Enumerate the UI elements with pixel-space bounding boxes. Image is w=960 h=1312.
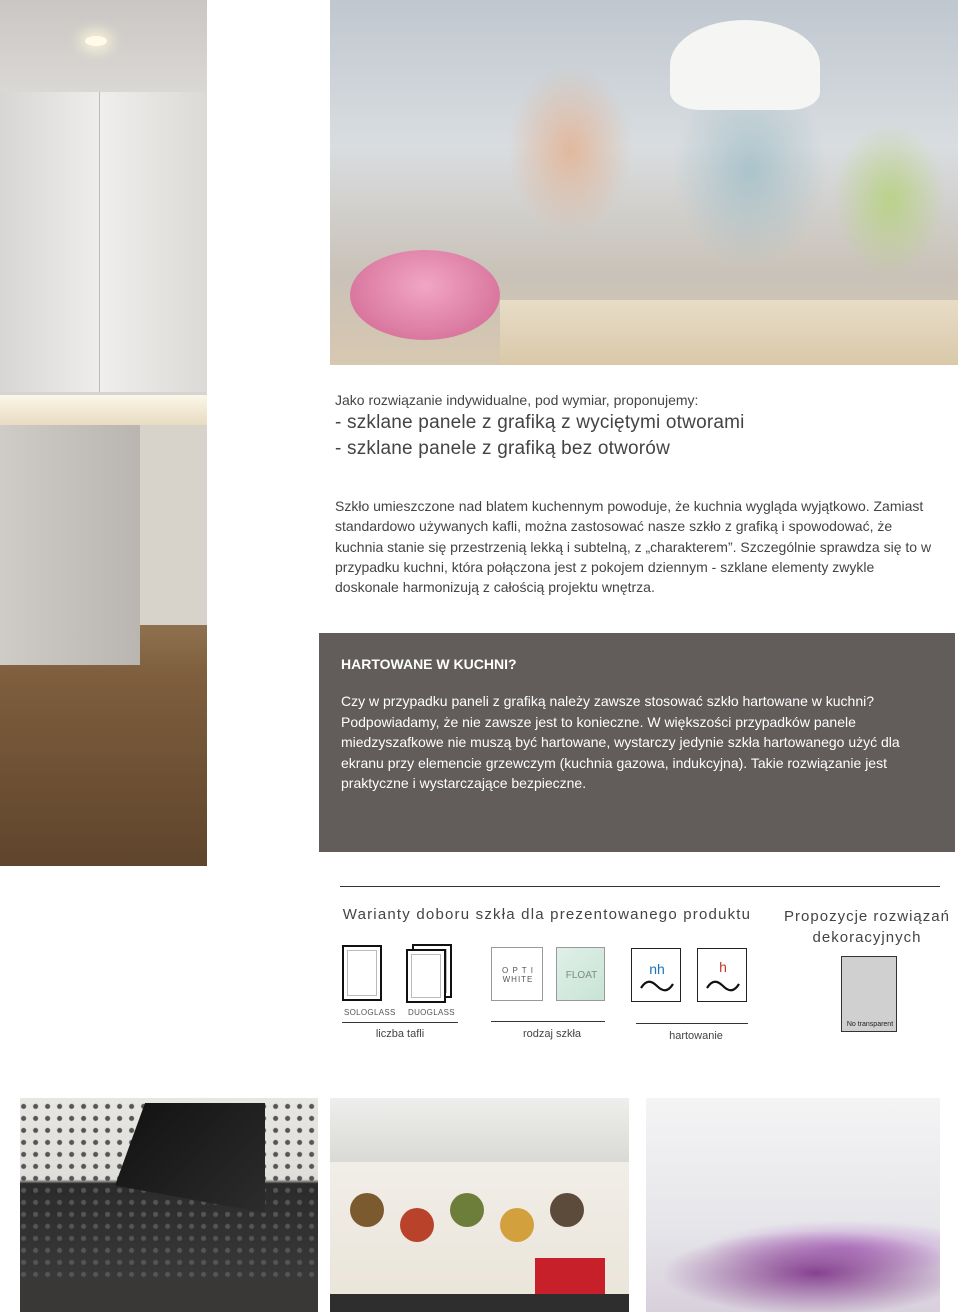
intro-label: Jako rozwiązanie indywidualne, pod wymiar, proponujemy: — [335, 392, 699, 408]
spice-shape — [450, 1193, 484, 1227]
decoration-title: Propozycje rozwiązań dekoracyjnych — [784, 908, 950, 946]
countertop-shape — [0, 395, 207, 425]
nh-text: nh — [649, 961, 665, 977]
body-paragraph: Szkło umieszczone nad blatem kuchennym powoduje, że kuchnia wygląda wyjątkowo. Zamiast standardowo używanych kafli, można zastosować nasze szkło z grafiką i spowodować, że kuchnia stanie się przestrzenią lekką i subtelną, z „charakterem”. Szczególnie sprawdza się to w przypadku kuchni, która połączona jest z pokojem dziennym - szklane elementy zwykle doskonale harmonizują z całością projektu wnętrza. — [335, 498, 932, 596]
non-tempered-icon — [631, 948, 681, 1002]
optiwhite-line-2: WHITE — [502, 975, 534, 984]
upper-cabinet-shape — [0, 92, 100, 392]
optiwhite-line-1: O P T I — [502, 966, 534, 975]
family-baking-photo — [330, 0, 958, 365]
purple-wave-glass-photo — [646, 1098, 940, 1312]
optiwhite-icon — [491, 947, 543, 1001]
tempering-rule — [636, 1023, 748, 1024]
legend-title: Warianty doboru szkła dla prezentowanego produktu — [342, 906, 752, 923]
optiwhite-text — [492, 966, 544, 984]
ceiling-light-shape — [85, 36, 107, 46]
legend-divider — [340, 886, 940, 887]
spice-shape — [400, 1208, 434, 1242]
glass-type-label: rodzaj szkła — [522, 1028, 582, 1040]
island-shape — [0, 425, 140, 665]
duoglass-label: DUOGLASS — [408, 1008, 455, 1017]
tempering-label: hartowanie — [669, 1030, 723, 1042]
no-transparent-swatch — [841, 956, 897, 1032]
h-text: h — [719, 959, 727, 975]
spice-shape — [500, 1208, 534, 1242]
pane-count-label: liczba tafli — [375, 1028, 425, 1040]
upper-cabinet-shape-2 — [100, 92, 207, 392]
spice-spoons-kitchen-photo — [330, 1098, 629, 1312]
sologlass-icon — [342, 945, 384, 1003]
pane-count-rule — [342, 1022, 458, 1023]
cooker-hood-shape — [115, 1103, 265, 1213]
option-with-cutouts: - szklane panele z grafiką z wyciętymi otworami — [335, 412, 745, 433]
hob-counter-shape — [20, 1278, 318, 1312]
swatch-label: No transparent — [846, 1021, 894, 1028]
red-object-shape — [535, 1258, 605, 1298]
spice-shape — [350, 1193, 384, 1227]
sologlass-label: SOLOGLASS — [344, 1008, 396, 1017]
wave-icon — [706, 979, 740, 993]
dough-board-shape — [500, 300, 958, 365]
chef-hat-shape — [670, 20, 820, 110]
tempering-info-box — [319, 633, 955, 852]
info-text: Czy w przypadku paneli z grafiką należy zawsze stosować szkło hartowane w kuchni? Podpowiadamy, że nie zawsze jest to konieczne. W większości przypadków panele miedzyszafkowe nie muszą być hartowane, wystarczy jedynie szkła hartowanego użyć dla ekranu przy elemencie grzewczym (kuchnia gazowa, indukcyjna). Takie rozwiązanie jest praktyczne i wystarczające bezpieczne. — [341, 693, 900, 791]
option-without-cutouts: - szklane panele z grafiką bez otworów — [335, 438, 670, 459]
spice-shape — [550, 1193, 584, 1227]
wave-icon — [640, 979, 674, 993]
glass-type-rule — [491, 1021, 605, 1022]
pink-bowl-shape — [350, 250, 500, 340]
front-pane-shape — [406, 949, 446, 1003]
info-heading: HARTOWANE W KUCHNI? — [341, 656, 517, 672]
intro-section — [335, 390, 945, 462]
island-side-shape — [140, 425, 207, 625]
float-glass-icon — [556, 947, 605, 1001]
counter-shape — [330, 1294, 629, 1312]
kitchen-interior-photo — [0, 0, 207, 866]
float-text: FLOAT — [565, 970, 598, 981]
mosaic-kitchen-photo — [20, 1098, 318, 1312]
tempered-icon — [697, 948, 747, 1002]
single-pane-shape — [342, 945, 382, 1001]
duoglass-icon — [406, 944, 454, 1004]
